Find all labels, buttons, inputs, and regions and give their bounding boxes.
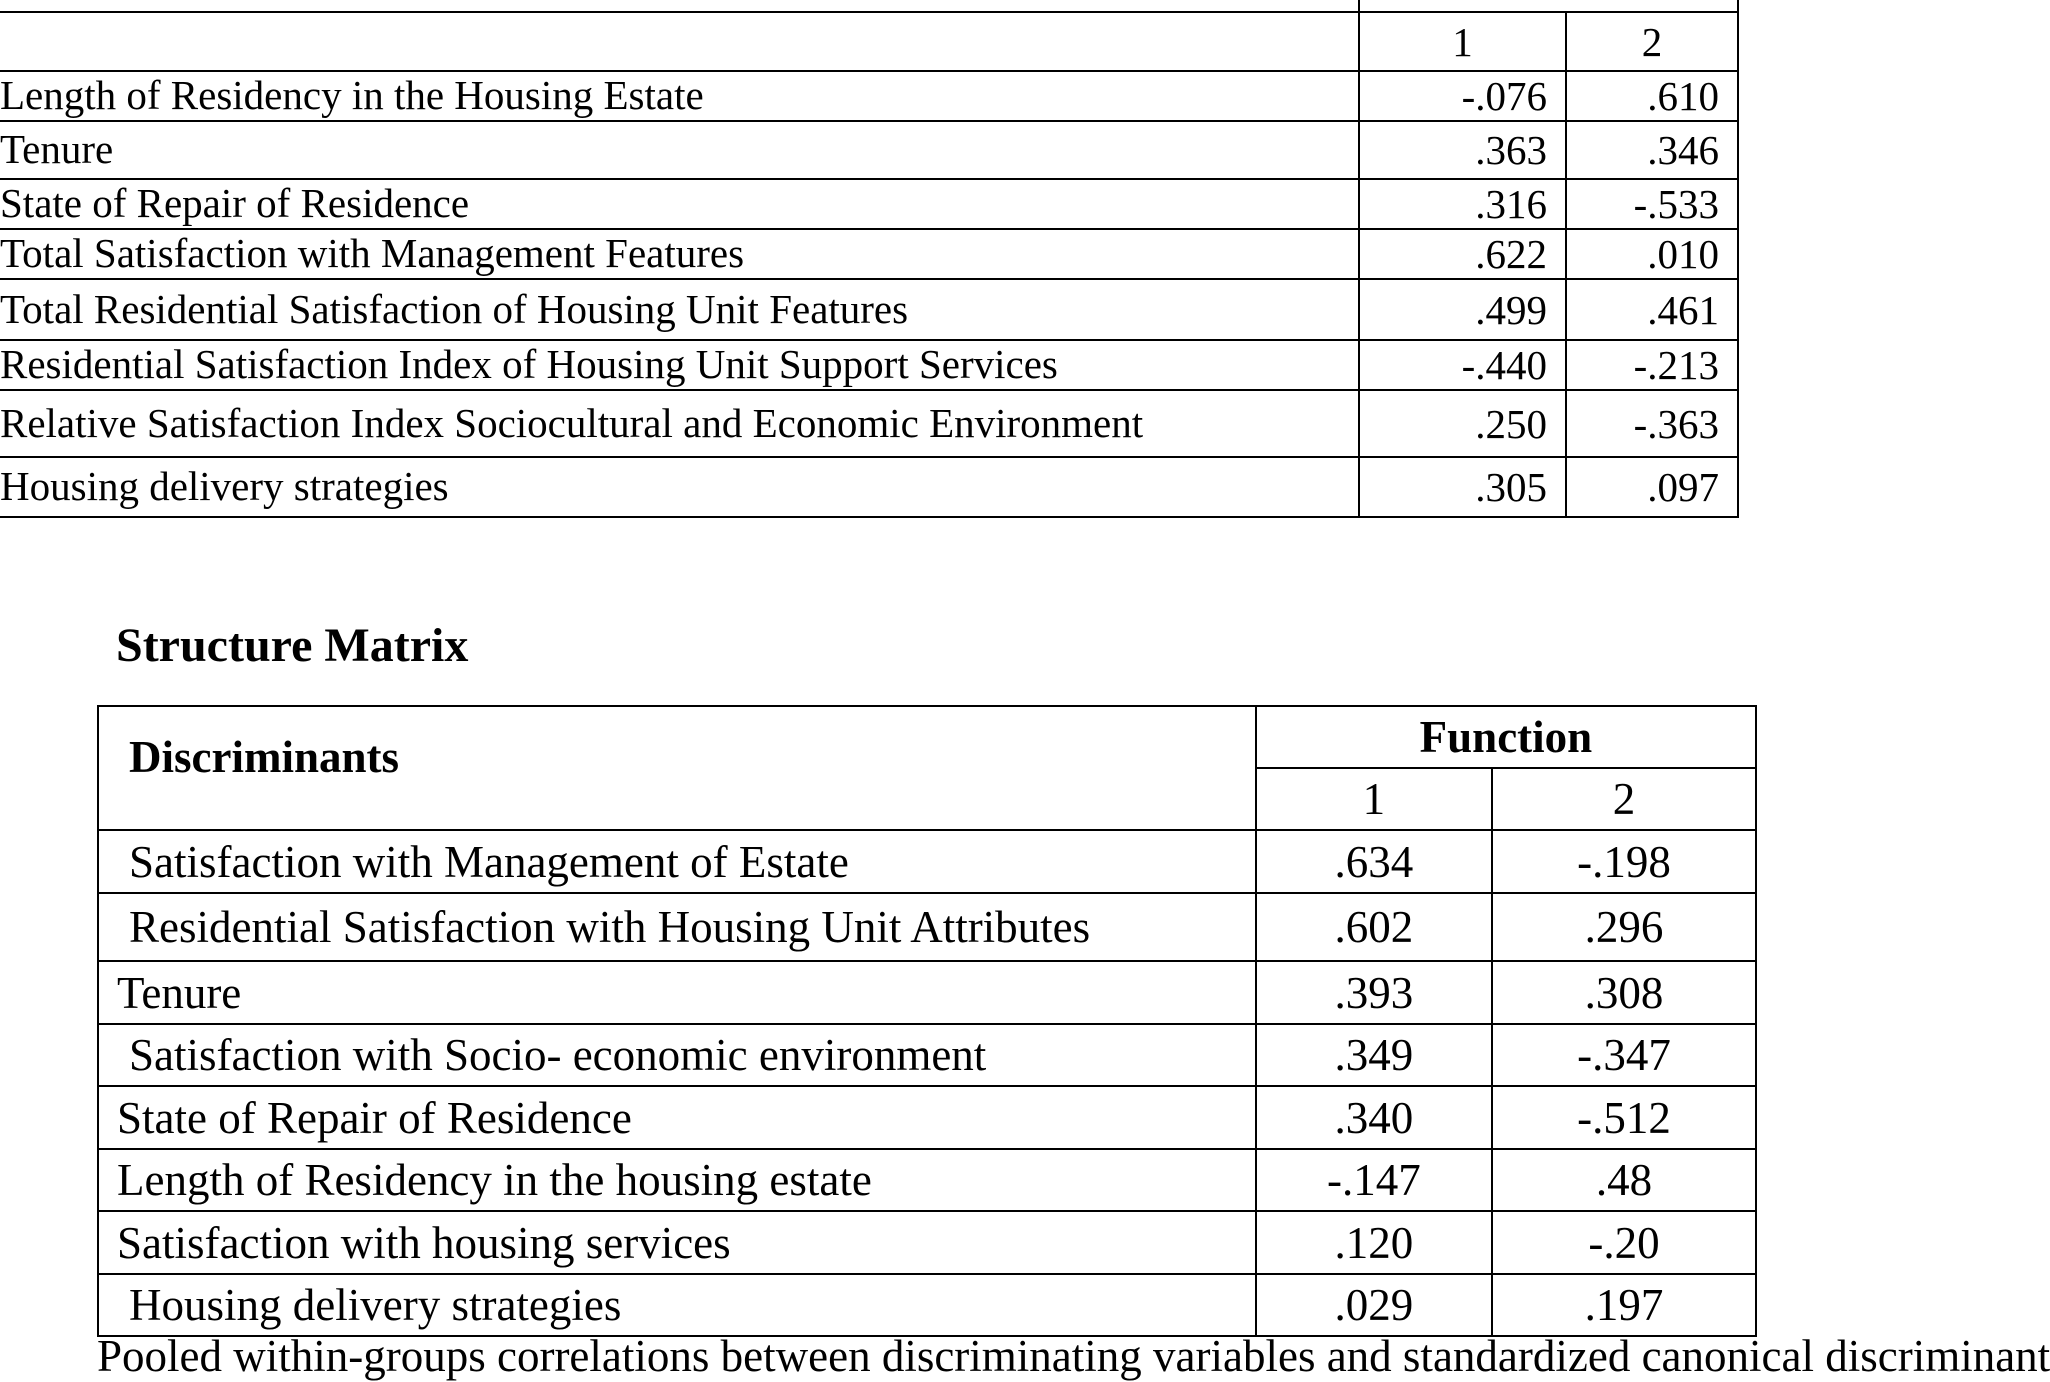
function-1-value: .120 (1256, 1211, 1492, 1274)
function-1-value: .634 (1256, 830, 1492, 893)
function-2-value: -.512 (1492, 1086, 1756, 1149)
row-label: Satisfaction with Management of Estate (98, 830, 1256, 893)
coef-header-blank (0, 12, 1359, 71)
row-label: Tenure (0, 121, 1359, 179)
row-label: Satisfaction with Socio- economic environment (98, 1024, 1256, 1086)
row-label: Residential Satisfaction with Housing Unit Attributes (98, 893, 1256, 961)
row-label: State of Repair of Residence (0, 179, 1359, 229)
function-1-value: .316 (1359, 179, 1566, 229)
function-1-value: .499 (1359, 279, 1566, 340)
function-1-value: .602 (1256, 893, 1492, 961)
function-1-value: .029 (1256, 1274, 1492, 1336)
table-row (0, 390, 1738, 457)
function-1-value: .363 (1359, 121, 1566, 179)
structure-header-row (98, 706, 1756, 768)
function-2-value: .48 (1492, 1149, 1756, 1211)
table-row (98, 830, 1756, 893)
function-2-value: .197 (1492, 1274, 1756, 1336)
coef-header-function-1: 1 (1359, 12, 1566, 71)
function-2-value: .461 (1566, 279, 1738, 340)
function-number-1: 1 (1256, 768, 1492, 830)
function-1-value: .622 (1359, 229, 1566, 279)
row-label: Satisfaction with housing services (98, 1211, 1256, 1274)
function-1-value: .393 (1256, 961, 1492, 1024)
coef-top-spacer-functions (1359, 0, 1738, 12)
structure-matrix-title: Structure Matrix (116, 619, 469, 672)
function-1-value: -.076 (1359, 71, 1566, 121)
table-row (0, 457, 1738, 517)
table-row (0, 121, 1738, 179)
table-row (98, 1149, 1756, 1211)
table-row (0, 71, 1738, 121)
coef-header-row (0, 12, 1738, 71)
row-label: Relative Satisfaction Index Sociocultural and Economic Environment (0, 390, 1359, 457)
table-row (98, 1211, 1756, 1274)
row-label: Length of Residency in the Housing Estate (0, 71, 1359, 121)
table-row (0, 340, 1738, 390)
row-label: Housing delivery strategies (98, 1274, 1256, 1336)
function-2-value: -.363 (1566, 390, 1738, 457)
function-1-value: -.440 (1359, 340, 1566, 390)
row-label: Residential Satisfaction Index of Housing Unit Support Services (0, 340, 1359, 390)
table-row (98, 961, 1756, 1024)
function-2-value: -.533 (1566, 179, 1738, 229)
function-2-value: .346 (1566, 121, 1738, 179)
structure-matrix-table (97, 705, 1757, 1337)
table-row (0, 229, 1738, 279)
coef-top-border-row (0, 0, 1738, 12)
table-row (98, 893, 1756, 961)
function-2-value: -.20 (1492, 1211, 1756, 1274)
coef-header-function-2: 2 (1566, 12, 1738, 71)
function-2-value: .097 (1566, 457, 1738, 517)
row-label: Tenure (98, 961, 1256, 1024)
table-row (98, 1024, 1756, 1086)
function-2-value: .610 (1566, 71, 1738, 121)
function-2-value: -.347 (1492, 1024, 1756, 1086)
coefficients-table (0, 0, 1739, 518)
discriminants-header: Discriminants (98, 706, 1256, 830)
function-1-value: -.147 (1256, 1149, 1492, 1211)
function-2-value: .296 (1492, 893, 1756, 961)
row-label: Length of Residency in the housing estate (98, 1149, 1256, 1211)
table-row (98, 1274, 1756, 1336)
function-header: Function (1256, 706, 1756, 768)
row-label: Housing delivery strategies (0, 457, 1359, 517)
footnote: Pooled within-groups correlations between discriminating variables and standardized canonical discriminant (97, 1331, 2050, 1381)
row-label: Total Residential Satisfaction of Housing Unit Features (0, 279, 1359, 340)
function-1-value: .349 (1256, 1024, 1492, 1086)
row-label: Total Satisfaction with Management Features (0, 229, 1359, 279)
function-2-value: -.213 (1566, 340, 1738, 390)
table-row (0, 179, 1738, 229)
function-1-value: .305 (1359, 457, 1566, 517)
table-row (98, 1086, 1756, 1149)
function-2-value: -.198 (1492, 830, 1756, 893)
function-1-value: .340 (1256, 1086, 1492, 1149)
coef-top-spacer (0, 0, 1359, 12)
function-2-value: .308 (1492, 961, 1756, 1024)
function-1-value: .250 (1359, 390, 1566, 457)
row-label: State of Repair of Residence (98, 1086, 1256, 1149)
table-row (0, 279, 1738, 340)
function-number-2: 2 (1492, 768, 1756, 830)
function-2-value: .010 (1566, 229, 1738, 279)
